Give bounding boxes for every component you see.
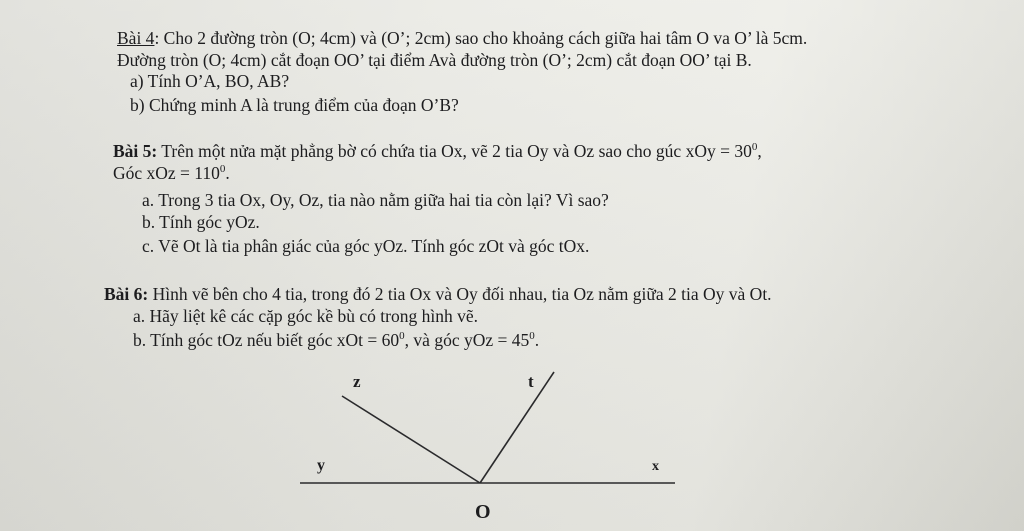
bai6-part-b-mid: , và góc yOz = 45 xyxy=(404,330,530,350)
label-t: t xyxy=(528,372,534,391)
bai5-part-c: c. Vẽ Ot là tia phân giác của góc yOz. Tính góc zOt và góc tOx. xyxy=(142,236,590,256)
bai4-line2: Đường tròn (O; 4cm) cắt đoạn OO’ tại điểm Avà đường tròn (O’; 2cm) cắt đoạn OO’ tại B. xyxy=(117,50,752,70)
bai6-line1 xyxy=(104,283,772,305)
bai6-part-b-text: b. Tính góc tOz nếu biết góc xOt = 60 xyxy=(133,330,400,350)
bai5-degree-1: 0 xyxy=(751,141,758,153)
label-z: z xyxy=(353,372,361,391)
bai4-line1 xyxy=(117,27,807,49)
bai6-part-b-end: . xyxy=(534,330,540,350)
bai6-part-a: a. Hãy liệt kê các cặp góc kề bù có trong hình vẽ. xyxy=(133,306,479,326)
bai6-part-b xyxy=(133,329,539,351)
bai5-line1 xyxy=(113,140,762,162)
label-o: O xyxy=(475,501,491,523)
bai6-degree-1: 0 xyxy=(399,330,405,342)
bai4-title: Bài 4 xyxy=(117,28,155,48)
bai6-degree-2: 0 xyxy=(529,330,535,342)
bai5-degree-2: 0 xyxy=(219,163,226,175)
bai5-line2-end: . xyxy=(225,163,230,183)
ray-ot xyxy=(480,372,554,483)
bai4-part-b: b) Chứng minh A là trung điểm của đoạn O’B? xyxy=(130,95,459,115)
bai6-title: Bài 6: xyxy=(104,284,149,304)
bai5-title: Bài 5: xyxy=(113,141,158,161)
bai4-line1-text: : Cho 2 đường tròn (O; 4cm) và (O’; 2cm) sao cho khoảng cách giữa hai tâm O va O’ là 5cm. xyxy=(154,28,808,48)
bai5-line1-text: Trên một nửa mặt phẳng bờ có chứa tia Ox, vẽ 2 tia Oy và Oz sao cho gúc xOy = 30 xyxy=(157,141,752,161)
bai5-part-a: a. Trong 3 tia Ox, Oy, Oz, tia nào nằm giữa hai tia còn lại? Vì sao? xyxy=(142,190,609,210)
bai5-line1-end: , xyxy=(757,141,762,161)
rays-figure xyxy=(290,360,690,531)
ray-oz xyxy=(342,396,480,483)
bai4-part-a: a) Tính O’A, BO, AB? xyxy=(130,71,290,91)
bai5-part-b: b. Tính góc yOz. xyxy=(142,212,260,232)
label-y: y xyxy=(317,457,325,474)
bai6-line1-text: Hình vẽ bên cho 4 tia, trong đó 2 tia Ox và Oy đối nhau, tia Oz nằm giữa 2 tia Oy và Ot. xyxy=(148,284,772,304)
bai5-line2-text: Góc xOz = 110 xyxy=(113,163,220,183)
bai5-line2 xyxy=(113,162,230,184)
label-x: x xyxy=(652,459,659,474)
